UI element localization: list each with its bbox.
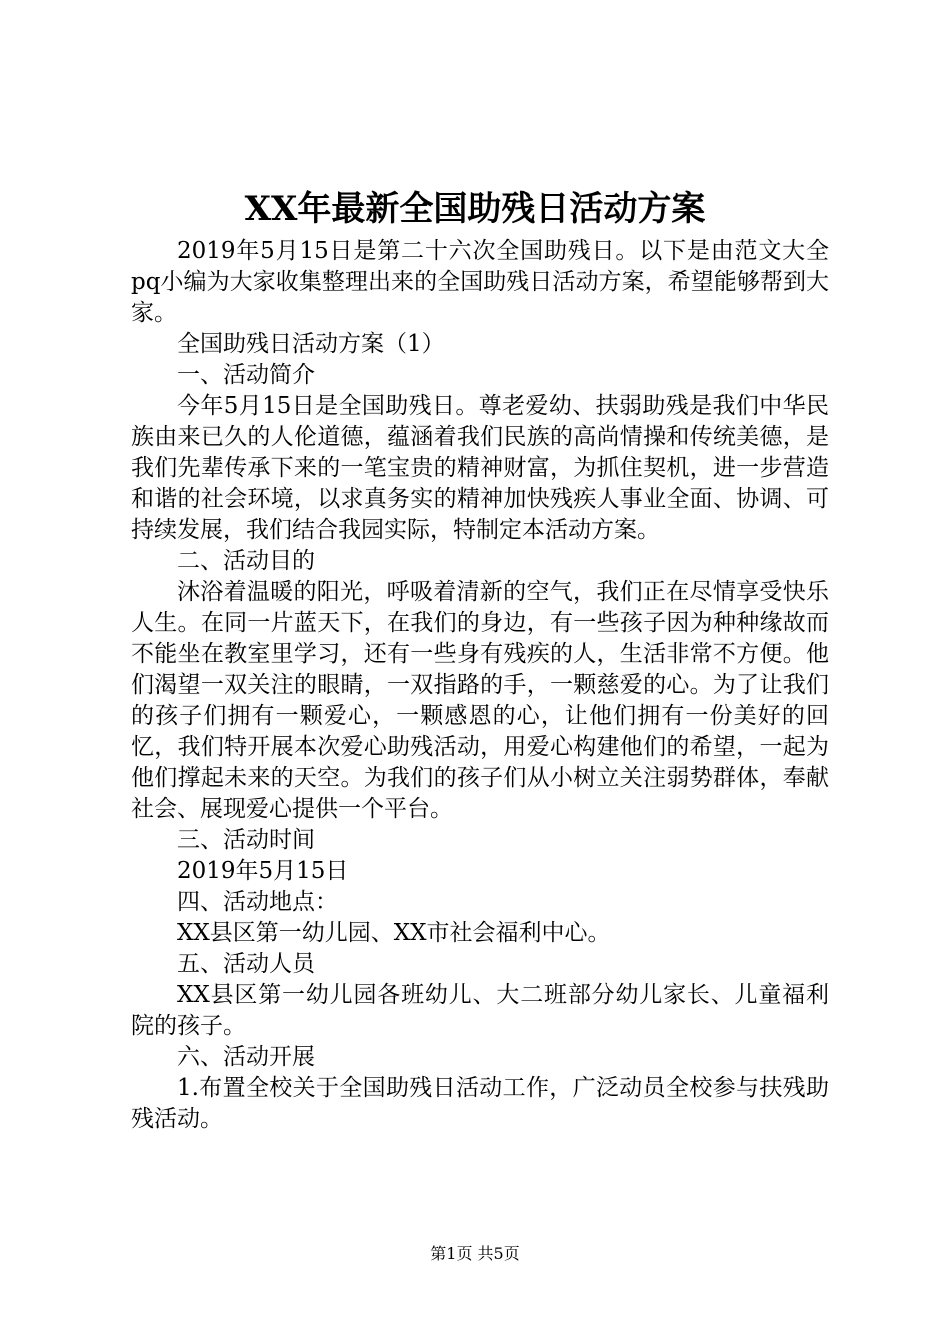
paragraph-purpose: 沐浴着温暖的阳光，呼吸着清新的空气，我们正在尽情享受快乐人生。在同一片蓝天下，在我们的身边，有一些孩子因为种种缘故而不能坐在教室里学习，还有一些身有残疾的人，生活非常不方便。他们渴望一双关注的眼睛，一双指路的手，一颗慈爱的心。为了让我们的孩子们拥有一颗爱心，一颗感恩的心，让他们拥有一份美好的回忆，我们特开展本次爱心助残活动，用爱心构建他们的希望，一起为他们撑起未来的天空。为我们的孩子们从小树立关注弱势群体，奉献社会、展现爱心提供一个平台。 (131, 579, 829, 822)
document-title: XX年最新全国助残日活动方案 (244, 189, 706, 229)
section-plan-heading: 全国助残日活动方案（1） (177, 331, 445, 357)
document-body (131, 236, 829, 1135)
paragraph-overview: 今年5月15日是全国助残日。尊老爱幼、扶弱助残是我们中华民族由来已久的人伦道德，蕴涵着我们民族的高尚情操和传统美德，是我们先辈传承下来的一笔宝贵的精神财富，为抓住契机，进一步营造和谐的社会环境，以求真务实的精神加快残疾人事业全面、协调、可持续发展，我们结合我园实际，特制定本活动方案。 (131, 393, 829, 543)
paragraph-participants: XX县区第一幼儿园各班幼儿、大二班部分幼儿家长、儿童福利院的孩子。 (131, 982, 829, 1039)
paragraph-intro: 2019年5月15日是第二十六次全国助残日。以下是由范文大全pq小编为大家收集整理出来的全国助残日活动方案，希望能够帮到大家。 (131, 238, 829, 326)
section-heading-4: 四、活动地点： (177, 889, 338, 915)
page-footer: 第1页 共5页 (430, 1244, 520, 1263)
section-heading-6: 六、活动开展 (177, 1044, 315, 1070)
section-heading-2: 二、活动目的 (177, 548, 315, 574)
section-heading-5: 五、活动人员 (177, 951, 315, 977)
section-heading-3: 三、活动时间 (177, 827, 315, 853)
paragraph-time: 2019年5月15日 (177, 858, 349, 884)
paragraph-step-1: 1.布置全校关于全国助残日活动工作，广泛动员全校参与扶残助残活动。 (131, 1075, 829, 1132)
paragraph-location: XX县区第一幼儿园、XX市社会福利中心。 (177, 920, 611, 946)
section-heading-1: 一、活动简介 (177, 362, 315, 388)
